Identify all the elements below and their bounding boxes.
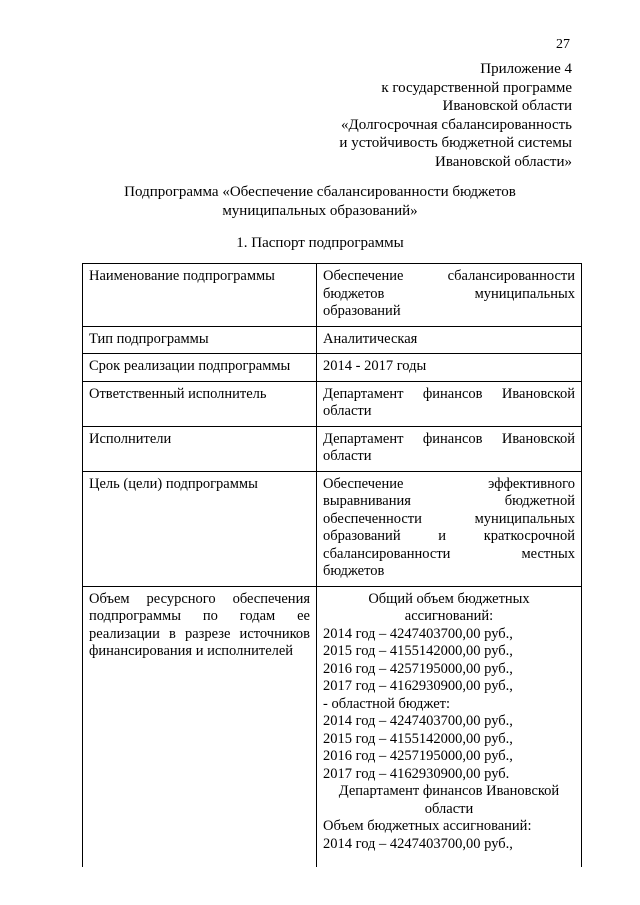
- funding-executor-subheading: Объем бюджетных ассигнований:: [323, 818, 532, 834]
- row-value: [317, 471, 582, 586]
- value-line: Обеспечение эффективного: [323, 475, 575, 492]
- row-value: [317, 354, 582, 382]
- appendix-line: Ивановской области»: [435, 153, 572, 170]
- table-row: [83, 354, 582, 382]
- appendix-line: к государственной программе: [381, 79, 572, 96]
- table-row: [83, 326, 582, 354]
- funding-line: 2014 год – 4247403700,00 руб.,: [323, 713, 513, 729]
- funding-total-heading: Общий объем бюджетных ассигнований:: [368, 590, 530, 624]
- table-row: [83, 381, 582, 426]
- funding-line: 2016 год – 4257195000,00 руб.,: [323, 748, 513, 764]
- row-value: [317, 326, 582, 354]
- funding-executor-heading: Департамент финансов Ивановской области: [338, 783, 560, 817]
- row-value: [317, 426, 582, 471]
- value-line: образований: [323, 303, 401, 319]
- appendix-line: Приложение 4: [480, 61, 572, 77]
- appendix-line: и устойчивость бюджетной системы: [339, 135, 572, 151]
- funding-line: 2016 год – 4257195000,00 руб.,: [323, 660, 513, 677]
- funding-line: 2017 год – 4162930900,00 руб.: [323, 765, 510, 782]
- funding-regional-heading: - областной бюджет:: [323, 695, 451, 712]
- value-line: Департамент финансов Ивановской: [323, 385, 575, 402]
- value-line: обеспеченности муниципальных: [323, 510, 575, 527]
- row-value: [317, 264, 582, 327]
- funding-line: 2014 год – 4247403700,00 руб.,: [323, 625, 513, 642]
- passport-table: [82, 263, 582, 867]
- value-line: образований и краткосрочной: [323, 528, 575, 544]
- value-line: сбалансированности местных: [323, 545, 575, 562]
- subprogram-title-line: муниципальных образований»: [222, 202, 418, 219]
- row-value: [317, 586, 582, 867]
- value-line: выравнивания бюджетной: [323, 493, 575, 509]
- table-row: [83, 264, 582, 327]
- value-line: области: [323, 403, 372, 419]
- row-label: Цель (цели) подпрограммы: [83, 471, 317, 586]
- page-number: 27: [556, 37, 570, 52]
- row-label: Объем ресурсного обеспечения подпрограммы по годам ее реализации в разрезе источников финансирования и исполнителей: [83, 586, 317, 867]
- value-line: Департамент финансов Ивановской: [323, 430, 575, 447]
- row-value: [317, 381, 582, 426]
- row-label: Наименование подпрограммы: [83, 264, 317, 327]
- appendix-line: Ивановской области: [442, 98, 572, 114]
- table-row: [83, 471, 582, 586]
- funding-line: 2014 год – 4247403700,00 руб.,: [323, 835, 513, 852]
- section-title: 1. Паспорт подпрограммы: [236, 235, 404, 251]
- value-line: области: [323, 448, 372, 464]
- value-line: 2014 - 2017 годы: [323, 358, 427, 374]
- subprogram-title: [0, 183, 640, 220]
- appendix-line: «Долгосрочная сбалансированность: [341, 116, 572, 133]
- value-line: Аналитическая: [323, 330, 418, 347]
- row-label: Ответственный исполнитель: [83, 381, 317, 426]
- funding-line: 2015 год – 4155142000,00 руб.,: [323, 643, 513, 659]
- value-line: Обеспечение сбалансированности: [323, 268, 575, 284]
- funding-line: 2015 год – 4155142000,00 руб.,: [323, 730, 513, 747]
- value-line: бюджетов: [323, 563, 385, 579]
- table-row: [83, 426, 582, 471]
- row-label: Тип подпрограммы: [83, 326, 317, 354]
- value-line: бюджетов муниципальных: [323, 285, 575, 302]
- row-label: Срок реализации подпрограммы: [83, 354, 317, 382]
- appendix-header: [339, 60, 572, 171]
- row-label: Исполнители: [83, 426, 317, 471]
- subprogram-title-line: Подпрограмма «Обеспечение сбалансированности бюджетов: [124, 184, 516, 200]
- funding-line: 2017 год – 4162930900,00 руб.,: [323, 678, 513, 694]
- table-row: [83, 586, 582, 867]
